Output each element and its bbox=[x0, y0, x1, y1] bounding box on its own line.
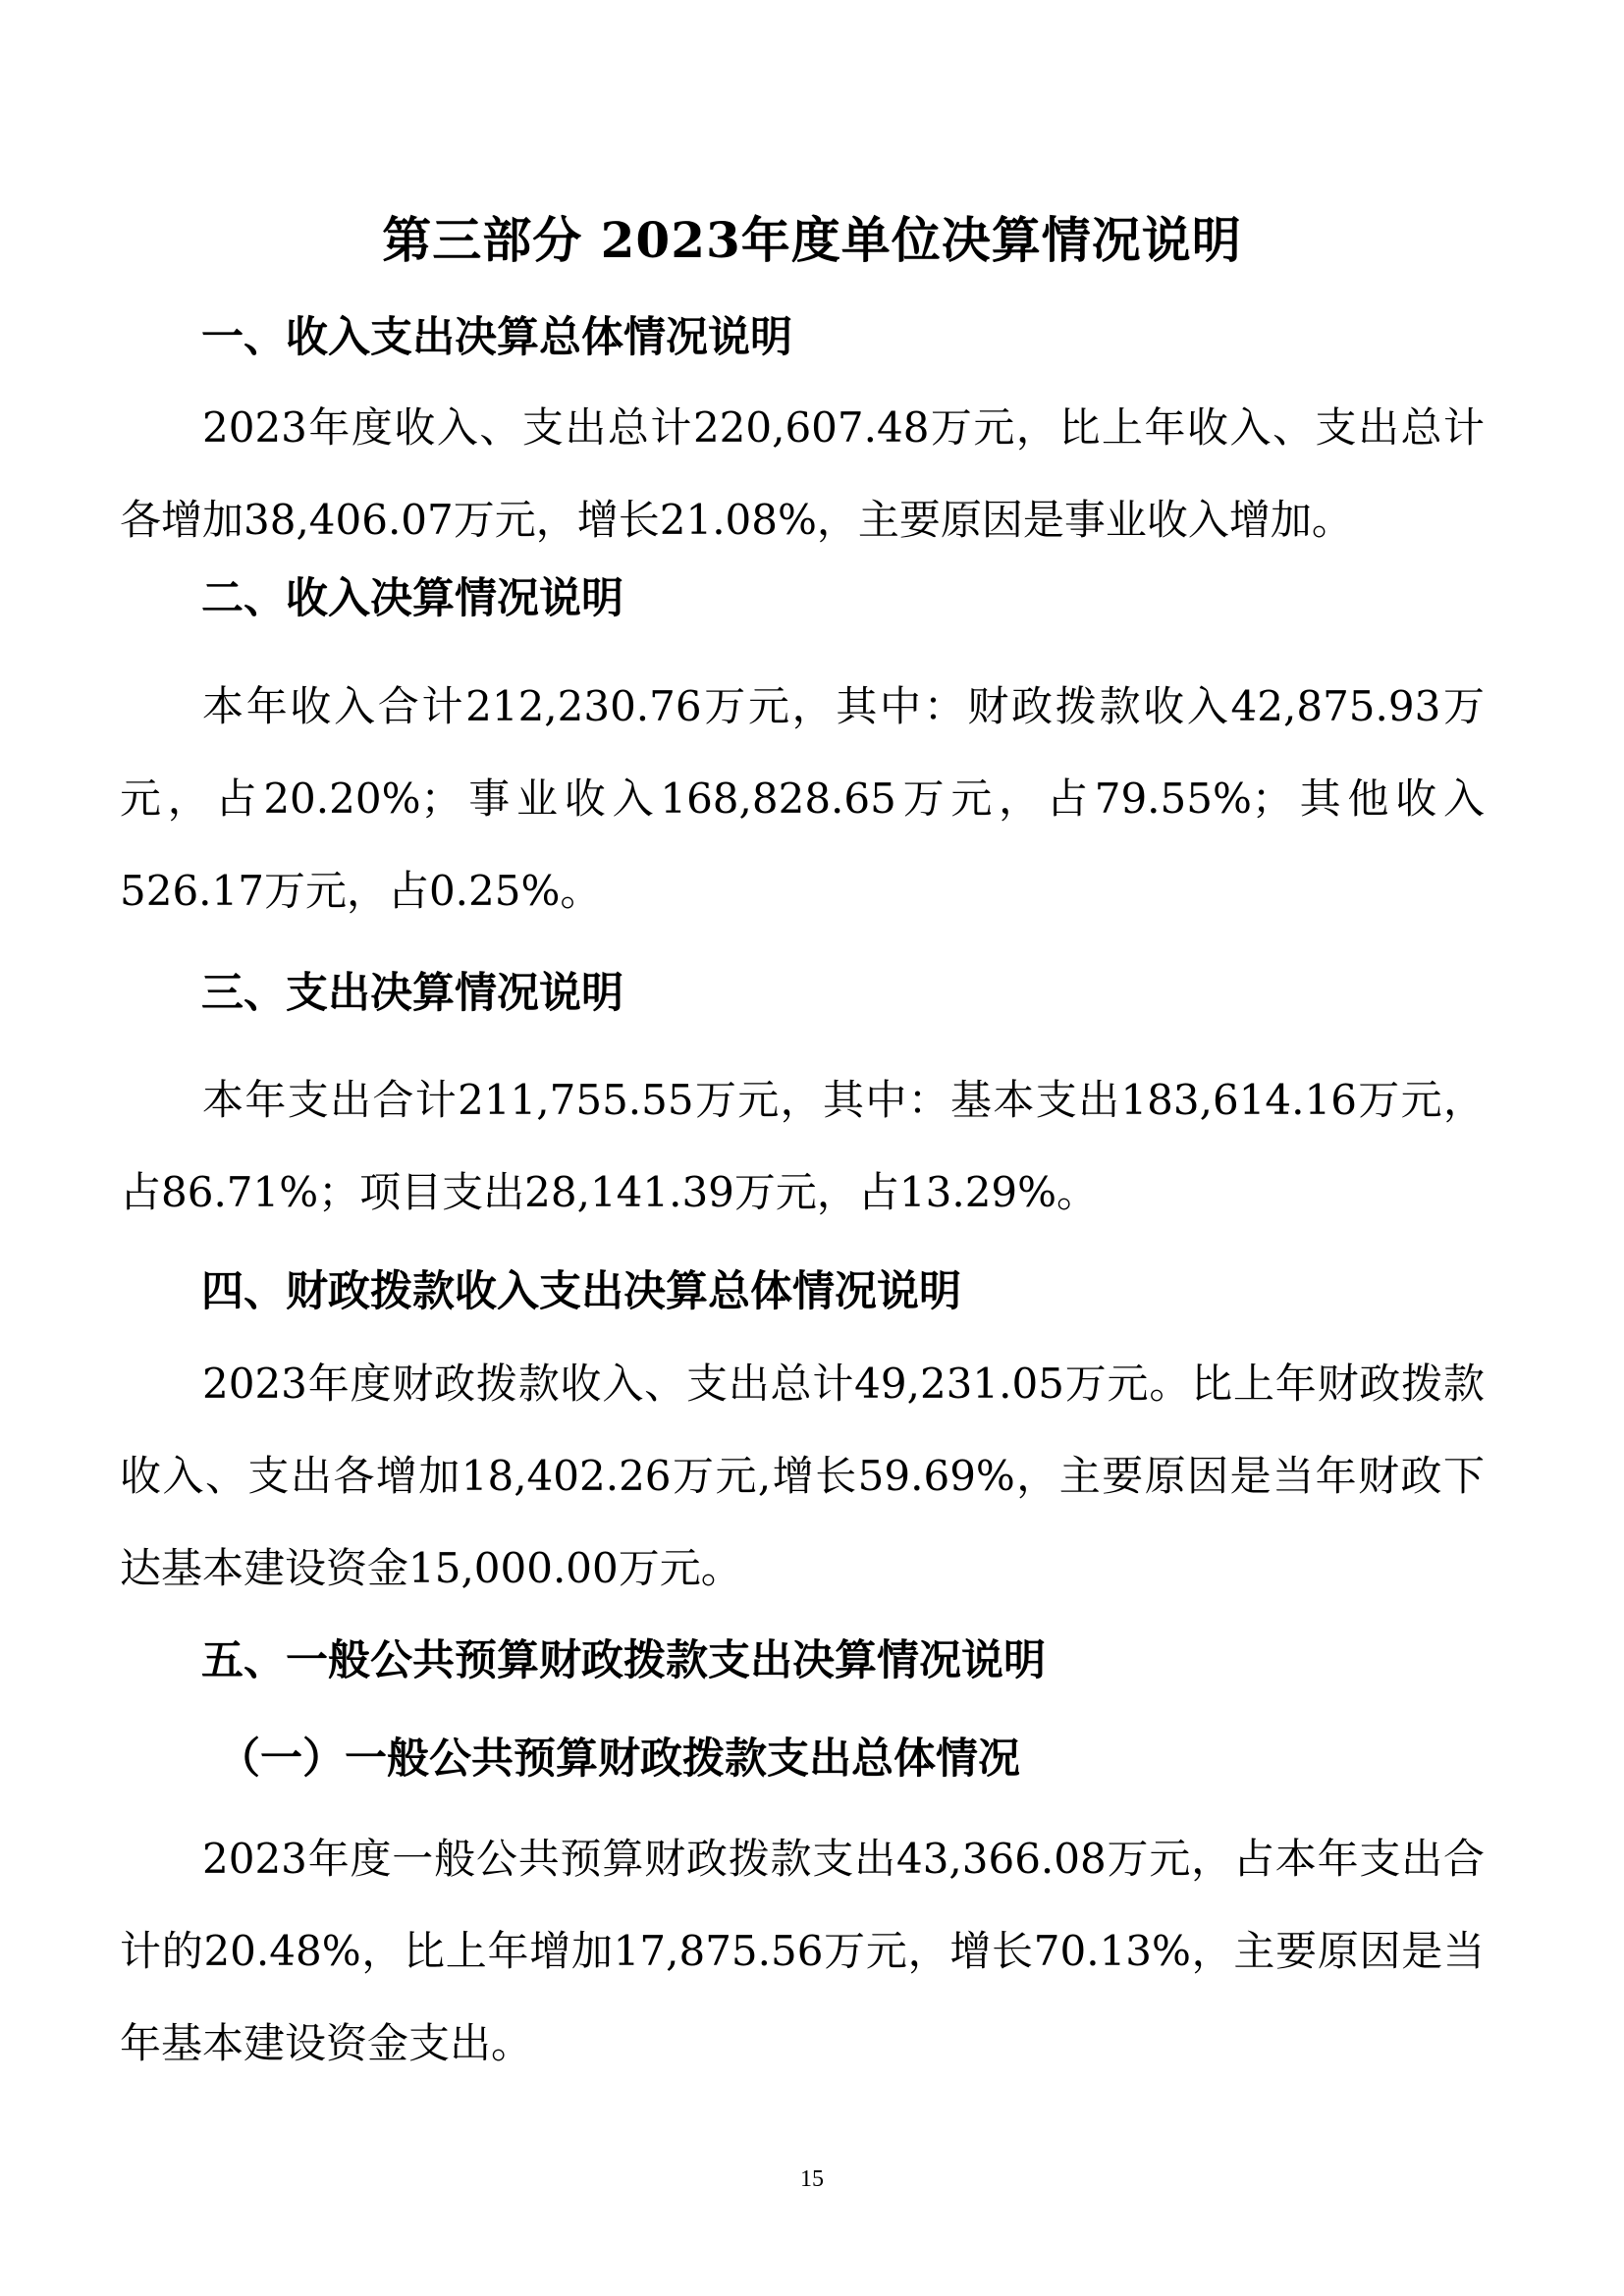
section-heading-3: 三、支出决算情况说明 bbox=[201, 969, 623, 1018]
section-paragraph-4: 2023年度财政拨款收入、支出总计49,231.05万元。比上年财政拨款收入、支出各增加18,402.26万元,增长59.69%，主要原因是当年财政下达基本建设资金15,000.00万元。 bbox=[120, 1360, 1485, 1592]
section-heading-4: 四、财政拨款收入支出决算总体情况说明 bbox=[201, 1267, 961, 1316]
section-paragraph-3: 本年支出合计211,755.55万元，其中：基本支出183,614.16万元，占86.71%；项目支出28,141.39万元，占13.29%。 bbox=[120, 1076, 1485, 1216]
document-title: 第三部分 2023年度单位决算情况说明 bbox=[382, 211, 1242, 269]
section-heading-5: 五、一般公共预算财政拨款支出决算情况说明 bbox=[201, 1636, 1046, 1685]
section-heading-1: 一、收入支出决算总体情况说明 bbox=[201, 313, 792, 362]
section-paragraph-1: 2023年度收入、支出总计220,607.48万元，比上年收入、支出总计各增加38,406.07万元，增长21.08%，主要原因是事业收入增加。 bbox=[120, 403, 1485, 544]
section-paragraph-2: 本年收入合计212,230.76万元，其中：财政拨款收入42,875.93万元，占20.20%；事业收入168,828.65万元，占79.55%；其他收入526.17万元，占0.25%。 bbox=[120, 682, 1485, 915]
section-heading-2: 二、收入决算情况说明 bbox=[201, 574, 623, 623]
subsection-paragraph-5-1: 2023年度一般公共预算财政拨款支出43,366.08万元，占本年支出合计的20.48%，比上年增加17,875.56万元，增长70.13%，主要原因是当年基本建设资金支出。 bbox=[120, 1835, 1485, 2067]
subsection-heading-5-1: （一）一般公共预算财政拨款支出总体情况 bbox=[218, 1735, 1020, 1784]
page-number: 15 bbox=[800, 2166, 824, 2192]
